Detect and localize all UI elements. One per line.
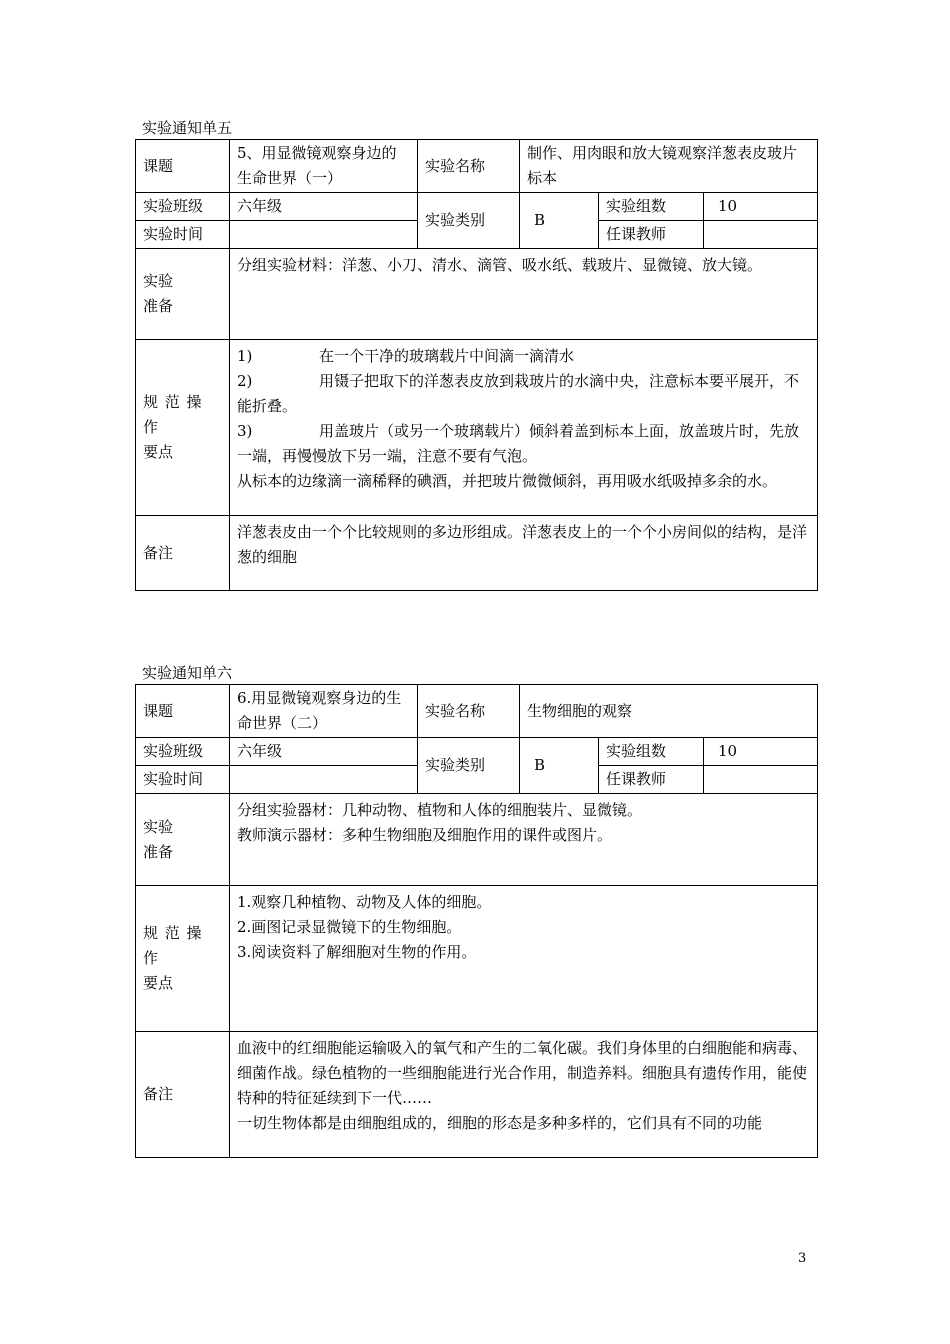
ops-line: 3.阅读资料了解细胞对生物的作用。 <box>237 943 477 961</box>
type-label: 实验类别 <box>418 738 520 794</box>
prep-content <box>230 794 818 886</box>
experiment-name-label: 实验名称 <box>418 685 520 738</box>
subject-label: 课题 <box>136 140 230 193</box>
time-label: 实验时间 <box>136 766 230 794</box>
groups-value: 10 <box>704 738 818 766</box>
experiment-name-value: 生物细胞的观察 <box>520 685 818 738</box>
prep-label: 实验 准备 <box>136 249 230 340</box>
teacher-value <box>704 766 818 794</box>
teacher-label: 任课教师 <box>599 221 704 249</box>
form5-caption: 实验通知单五 <box>142 119 233 137</box>
teacher-value <box>704 221 818 249</box>
prep-line: 教师演示器材：多种生物细胞及细胞作用的课件或图片。 <box>237 826 613 844</box>
groups-value: 10 <box>704 193 818 221</box>
time-value <box>230 766 418 794</box>
type-value: B <box>520 738 599 794</box>
notes-label: 备注 <box>136 1032 230 1158</box>
teacher-label: 任课教师 <box>599 766 704 794</box>
groups-label: 实验组数 <box>599 738 704 766</box>
time-value <box>230 221 418 249</box>
type-label: 实验类别 <box>418 193 520 249</box>
notes-line: 血液中的红细胞能运输吸入的氧气和产生的二氧化碳。我们身体里的白细胞能和病毒、细菌作战。绿色植物的一些细胞能进行光合作用，制造养料。细胞具有遗传作用，能使特种的特征延续到下一代…… <box>237 1039 808 1107</box>
class-value: 六年级 <box>230 738 418 766</box>
notes-content <box>230 1032 818 1158</box>
ops-line: 2.画图记录显微镜下的生物细胞。 <box>237 918 462 936</box>
subject-value: 5、用显微镜观察身边的生命世界（一） <box>230 140 418 193</box>
ops-step: 2) 用镊子把取下的洋葱表皮放到栽玻片的水滴中央，注意标本要平展开，不能折叠。 <box>237 372 800 415</box>
form6-caption: 实验通知单六 <box>142 664 233 682</box>
form6-table <box>135 684 818 1158</box>
subject-label: 课题 <box>136 685 230 738</box>
ops-step: 1) 在一个干净的玻璃载片中间滴一滴清水 <box>237 347 575 365</box>
notes-content <box>230 516 818 591</box>
class-label: 实验班级 <box>136 193 230 221</box>
type-value: B <box>520 193 599 249</box>
time-label: 实验时间 <box>136 221 230 249</box>
experiment-name-label: 实验名称 <box>418 140 520 193</box>
prep-content <box>230 249 818 340</box>
ops-line: 1.观察几种植物、动物及人体的细胞。 <box>237 893 492 911</box>
ops-content <box>230 886 818 1032</box>
notes-line: 洋葱表皮由一个个比较规则的多边形组成。洋葱表皮上的一个个小房间似的结构，是洋葱的细胞 <box>237 523 808 566</box>
class-label: 实验班级 <box>136 738 230 766</box>
page-number: 3 <box>798 1251 807 1266</box>
prep-line: 分组实验器材：几种动物、植物和人体的细胞装片、显微镜。 <box>237 801 643 819</box>
notes-line: 一切生物体都是由细胞组成的，细胞的形态是多种多样的，它们具有不同的功能 <box>237 1114 763 1132</box>
form5-table <box>135 139 818 591</box>
prep-label: 实验 准备 <box>136 794 230 886</box>
subject-value: 6.用显微镜观察身边的生命世界（二） <box>230 685 418 738</box>
groups-label: 实验组数 <box>599 193 704 221</box>
experiment-name-value: 制作、用肉眼和放大镜观察洋葱表皮玻片标本 <box>520 140 818 193</box>
ops-extra: 从标本的边缘滴一滴稀释的碘酒，并把玻片微微倾斜，再用吸水纸吸掉多余的水。 <box>237 472 778 490</box>
ops-content <box>230 340 818 516</box>
prep-line: 分组实验材料：洋葱、小刀、清水、滴管、吸水纸、载玻片、显微镜、放大镜。 <box>237 256 763 274</box>
ops-step: 3) 用盖玻片（或另一个玻璃载片）倾斜着盖到标本上面，放盖玻片时，先放一端，再慢慢放下另一端，注意不要有气泡。 <box>237 422 800 465</box>
notes-label: 备注 <box>136 516 230 591</box>
class-value: 六年级 <box>230 193 418 221</box>
ops-label: 规范操作 要点 <box>136 886 230 1032</box>
ops-label: 规范操作 要点 <box>136 340 230 516</box>
